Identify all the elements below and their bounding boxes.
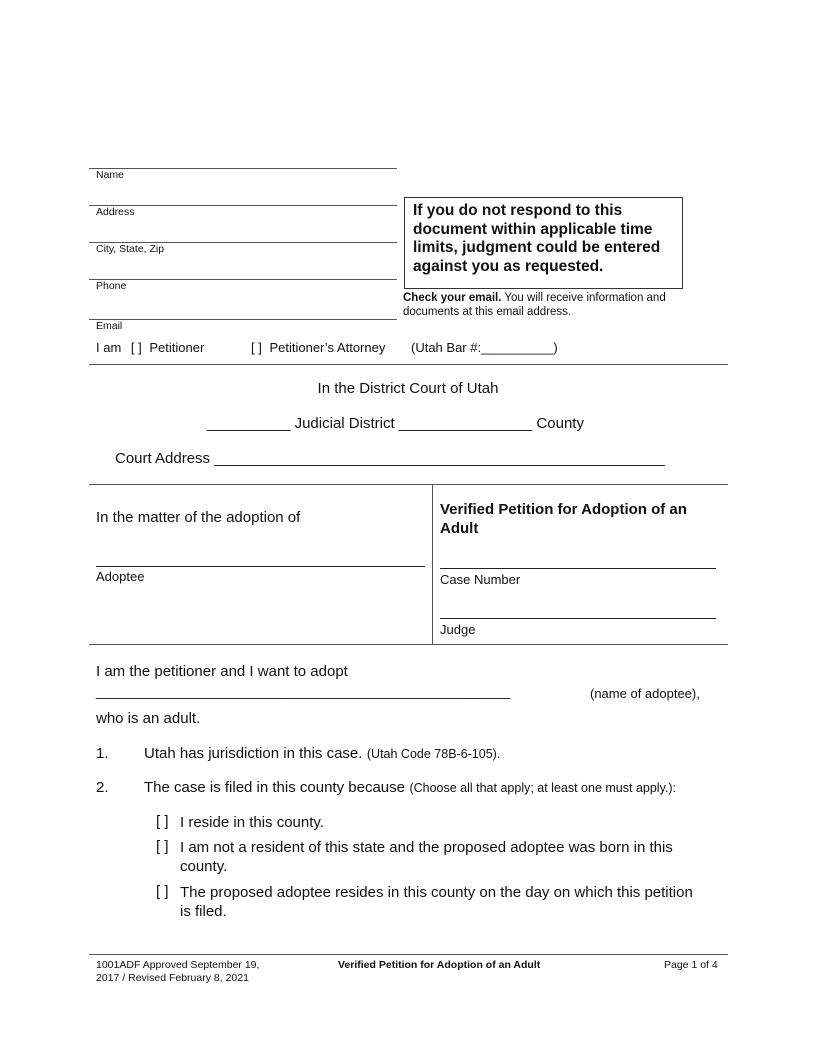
judge-line[interactable] [440,618,716,619]
attorney-option [251,340,385,355]
adoptee-label: Adoptee [96,569,145,584]
email-line [89,319,397,320]
i-am-label: I am [96,340,122,355]
option-3-checkbox[interactable]: [ ] [156,883,169,900]
email-note-bold: Check your email. [403,292,502,304]
option-1-text: I reside in this county. [180,814,324,831]
intro-line-3: who is an adult. [96,710,201,727]
matter-text: In the matter of the adoption of [96,509,301,526]
option-1-checkbox[interactable]: [ ] [156,813,169,830]
petitioner-checkbox[interactable]: [ ] [130,340,142,355]
item-1-note: (Utah Code 78B-6-105). [366,747,501,761]
footer-rule [89,954,728,955]
district-county-line[interactable]: __________ Judicial District ________________ County [207,415,584,432]
option-2-checkbox[interactable]: [ ] [156,838,169,855]
address-line [89,205,397,206]
warning-box: If you do not respond to this document within applicable time limits, judgment could be entered against you as requested. [404,197,683,289]
name-of-adoptee-note: (name of adoptee), [590,686,700,701]
judge-label: Judge [440,622,476,637]
item-2-number: 2. [96,779,109,796]
adoptee-name-blank[interactable]: ______________________________________________________ [96,684,511,699]
name-line [89,168,397,169]
caption-top-rule [89,484,728,485]
email-note-rest: You will receive information and documents at this email address. [403,292,666,318]
item-1-number: 1. [96,745,109,762]
city-state-zip-label: City, State, Zip [96,243,165,255]
item-2-main: The case is filed in this county because [144,779,405,796]
caption-divider [432,484,433,645]
attorney-checkbox[interactable]: [ ] [251,340,262,355]
intro-line-1: I am the petitioner and I want to adopt [96,663,348,680]
item-2-text [144,779,676,797]
court-address-line[interactable]: Court Address ______________________________________________________ [115,450,665,467]
item-1-text [144,745,500,763]
court-title: In the District Court of Utah [317,380,499,397]
address-label: Address [96,206,135,218]
utah-bar-field[interactable]: (Utah Bar #:__________) [411,340,558,355]
item-1-main: Utah has jurisdiction in this case. [144,745,363,762]
petitioner-label: Petitioner [149,340,205,355]
case-number-label: Case Number [440,572,521,587]
option-2-text: I am not a resident of this state and the proposed adoptee was born in this county. [180,839,673,875]
phone-label: Phone [96,280,127,292]
page-number: Page 1 of 4 [664,959,718,971]
name-label: Name [96,169,125,181]
adoptee-name-line[interactable] [96,566,425,567]
option-3-text: The proposed adoptee resides in this county on the day on which this petition is filed. [180,884,693,920]
caption-bottom-rule [89,644,728,645]
attorney-label: Petitioner’s Attorney [269,340,386,355]
case-number-line[interactable] [440,568,716,569]
role-line [96,340,204,355]
document-title: Verified Petition for Adoption of an Adult [440,501,687,537]
form-id: 1001ADF Approved September 19, 2017 / Revised February 8, 2021 [96,959,260,984]
header-divider [89,364,728,365]
item-2-note: (Choose all that apply; at least one must apply.): [409,781,677,795]
footer-title: Verified Petition for Adoption of an Adult [338,959,541,971]
email-note [403,291,703,319]
phone-line [89,279,397,280]
email-label: Email [96,320,123,332]
